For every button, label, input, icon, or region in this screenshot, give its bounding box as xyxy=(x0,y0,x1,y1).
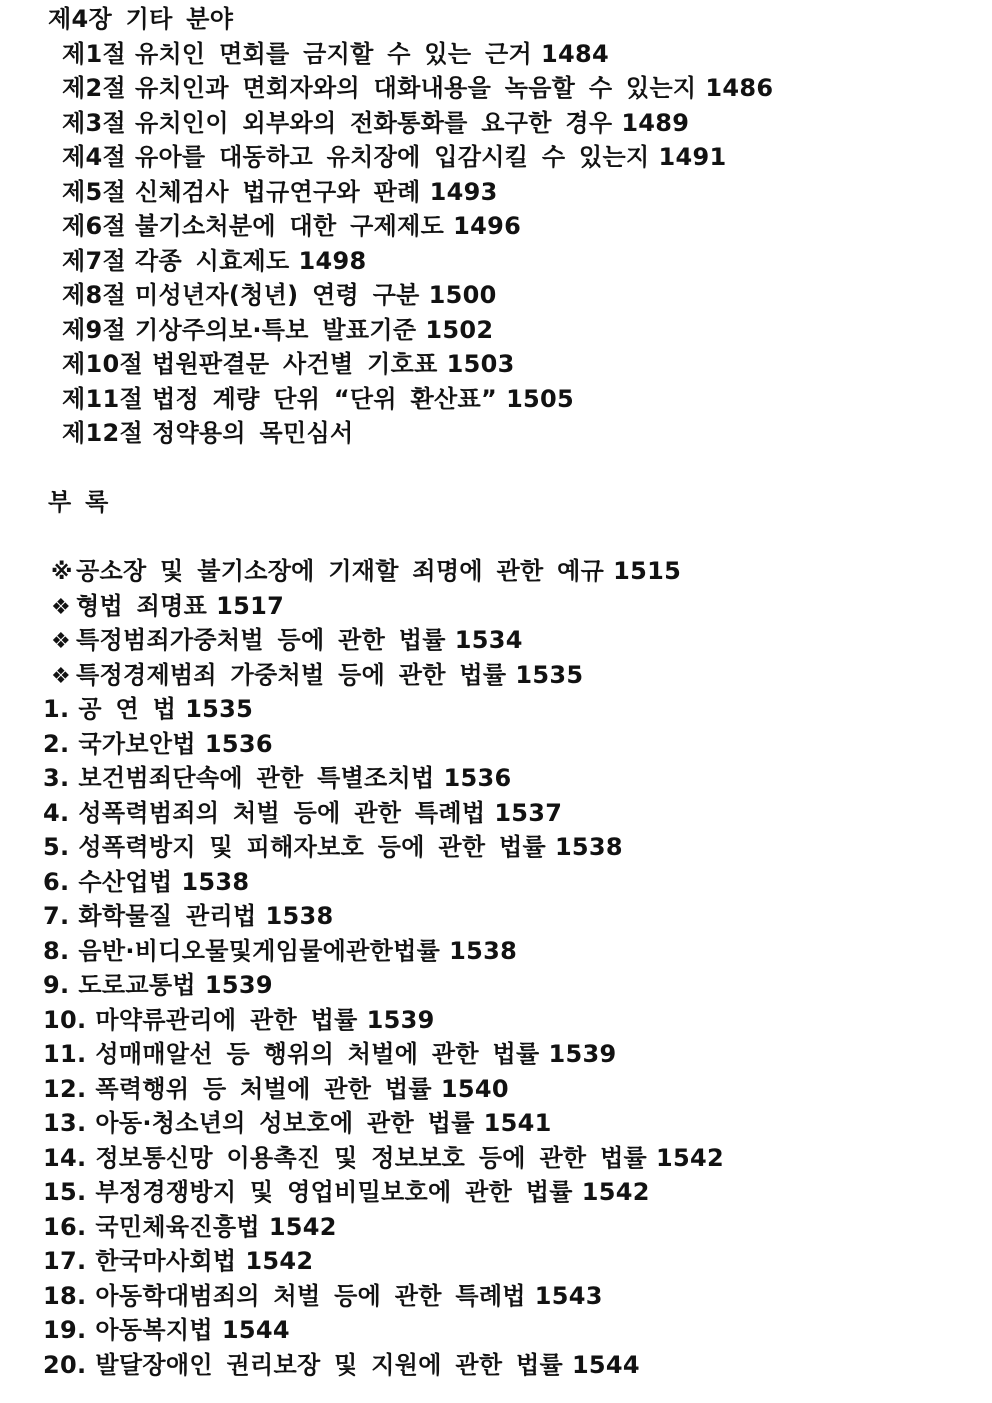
item-number: 8. xyxy=(43,936,70,965)
item-number: 20. xyxy=(43,1350,87,1379)
marked-item-page-number: 1515 xyxy=(613,557,682,585)
marked-item-text: 특정범죄가중처벌 등에 관한 법률 xyxy=(76,626,446,654)
toc-numbered-item xyxy=(0,830,992,865)
toc-section-item xyxy=(0,140,992,175)
marked-item-page-number: 1517 xyxy=(216,591,285,620)
toc-section-item xyxy=(0,106,992,141)
toc-numbered-item xyxy=(0,1244,992,1279)
marked-item-page-number: 1535 xyxy=(515,660,584,689)
toc-numbered-item xyxy=(0,1313,992,1348)
section-title-text: 신체검사 법규연구와 판례 xyxy=(134,177,421,206)
toc-numbered-item xyxy=(0,1210,992,1245)
section-title-text: 유치인과 면회자와의 대화내용을 녹음할 수 있는지 xyxy=(134,74,697,102)
numbered-item-text: 마약류관리에 관한 법률 xyxy=(95,1005,358,1034)
item-number: 9. xyxy=(43,971,70,999)
numbered-item-page-number: 1536 xyxy=(443,764,512,792)
numbered-item-page-number: 1538 xyxy=(181,867,250,896)
numbered-item-text: 수산업법 xyxy=(78,867,173,896)
item-number: 15. xyxy=(43,1178,87,1206)
numbered-item-text: 국가보안법 xyxy=(78,729,196,758)
appendix-title: 부 록 xyxy=(48,488,109,516)
toc-section-item xyxy=(0,209,992,244)
toc-marked-item xyxy=(0,658,992,693)
section-label: 제9절 xyxy=(62,315,126,344)
numbered-item-text: 한국마사회법 xyxy=(95,1247,237,1275)
section-label: 제11절 xyxy=(62,384,143,413)
toc-section-item xyxy=(0,37,992,72)
toc-section-item xyxy=(0,313,992,348)
item-number: 11. xyxy=(43,1040,87,1068)
toc-section-item xyxy=(0,175,992,210)
toc-marked-item xyxy=(0,589,992,624)
toc-numbered-item xyxy=(0,692,992,727)
item-number: 4. xyxy=(43,798,70,827)
toc-numbered-item xyxy=(0,1279,992,1314)
section-title-text: 기상주의보·특보 발표기준 xyxy=(134,315,417,344)
toc-numbered-item xyxy=(0,727,992,762)
numbered-item-page-number: 1539 xyxy=(548,1040,617,1068)
numbered-item-page-number: 1535 xyxy=(185,695,254,723)
section-label: 제7절 xyxy=(62,246,126,275)
toc-marked-item xyxy=(0,623,992,658)
toc-section-item xyxy=(0,382,992,417)
item-bullet-icon: ❖ xyxy=(51,594,72,620)
item-number: 7. xyxy=(43,902,70,930)
marked-item-text: 형법 죄명표 xyxy=(76,591,208,620)
toc-numbered-item xyxy=(0,1175,992,1210)
numbered-item-text: 아동학대범죄의 처벌 등에 관한 특례법 xyxy=(95,1281,526,1310)
section-title-text: 유아를 대동하고 유치장에 입감시킬 수 있는지 xyxy=(134,143,650,171)
chapter-section-list xyxy=(0,37,992,451)
toc-numbered-item xyxy=(0,899,992,934)
toc-marked-item xyxy=(0,554,992,589)
section-title-text: 법정 계량 단위 “단위 환산표” xyxy=(151,384,498,413)
numbered-item-page-number: 1544 xyxy=(571,1350,640,1379)
toc-numbered-item xyxy=(0,1348,992,1383)
numbered-item-page-number: 1542 xyxy=(581,1178,650,1206)
marked-item-text: 공소장 및 불기소장에 기재할 죄명에 관한 예규 xyxy=(76,557,605,585)
chapter-title: 제4장 기타 분야 xyxy=(48,5,234,33)
section-page-number: 1500 xyxy=(428,281,497,309)
numbered-item-page-number: 1542 xyxy=(245,1247,314,1275)
marked-item-text: 특정경제범죄 가중처벌 등에 관한 법률 xyxy=(76,660,507,689)
section-label: 제8절 xyxy=(62,281,126,309)
numbered-item-page-number: 1543 xyxy=(534,1281,603,1310)
item-number: 6. xyxy=(43,867,70,896)
section-label: 제6절 xyxy=(62,212,126,240)
toc-numbered-item xyxy=(0,761,992,796)
section-label: 제1절 xyxy=(62,39,126,68)
toc-section-item xyxy=(0,71,992,106)
section-label: 제5절 xyxy=(62,177,126,206)
section-page-number: 1486 xyxy=(705,74,774,102)
appendix-marked-list xyxy=(0,554,992,692)
toc-numbered-item xyxy=(0,796,992,831)
item-number: 10. xyxy=(43,1005,87,1034)
numbered-item-text: 아동·청소년의 성보호에 관한 법률 xyxy=(95,1109,475,1137)
numbered-item-page-number: 1541 xyxy=(483,1109,552,1137)
toc-section-item xyxy=(0,347,992,382)
numbered-item-text: 발달장애인 권리보장 및 지원에 관한 법률 xyxy=(95,1350,563,1379)
item-bullet-icon: ※ xyxy=(51,560,73,585)
numbered-item-text: 성매매알선 등 행위의 처벌에 관한 법률 xyxy=(95,1040,540,1068)
appendix-numbered-list xyxy=(0,692,992,1382)
section-label: 제12절 xyxy=(62,419,143,447)
numbered-item-text: 도로교통법 xyxy=(78,971,196,999)
section-title-text: 정약용의 목민심서 xyxy=(151,419,354,447)
numbered-item-text: 부정경쟁방지 및 영업비밀보호에 관한 법률 xyxy=(95,1178,573,1206)
section-page-number: 1502 xyxy=(425,315,494,344)
numbered-item-text: 폭력행위 등 처벌에 관한 법률 xyxy=(95,1074,432,1103)
toc-section-item xyxy=(0,244,992,279)
numbered-item-text: 아동복지법 xyxy=(95,1316,213,1344)
numbered-item-page-number: 1538 xyxy=(554,833,623,861)
numbered-item-page-number: 1538 xyxy=(265,902,334,930)
numbered-item-page-number: 1538 xyxy=(449,936,518,965)
numbered-item-text: 공 연 법 xyxy=(78,695,177,723)
numbered-item-text: 음반·비디오물및게임물에관한법률 xyxy=(78,936,441,965)
item-number: 5. xyxy=(43,833,70,861)
item-number: 1. xyxy=(43,695,70,723)
item-number: 2. xyxy=(43,729,70,758)
section-page-number: 1496 xyxy=(453,212,522,240)
item-number: 14. xyxy=(43,1143,87,1172)
numbered-item-page-number: 1539 xyxy=(366,1005,435,1034)
section-page-number: 1493 xyxy=(429,177,498,206)
numbered-item-text: 정보통신망 이용촉진 및 정보보호 등에 관한 법률 xyxy=(95,1143,648,1172)
item-number: 19. xyxy=(43,1316,87,1344)
toc-numbered-item xyxy=(0,1072,992,1107)
numbered-item-text: 성폭력방지 및 피해자보호 등에 관한 법률 xyxy=(78,833,546,861)
numbered-item-text: 국민체육진흥법 xyxy=(95,1212,260,1241)
toc-numbered-item xyxy=(0,1037,992,1072)
section-page-number: 1489 xyxy=(621,108,690,137)
numbered-item-page-number: 1542 xyxy=(268,1212,337,1241)
section-title-text: 불기소처분에 대한 구제제도 xyxy=(134,212,445,240)
numbered-item-page-number: 1544 xyxy=(221,1316,290,1344)
section-label: 제2절 xyxy=(62,74,126,102)
section-label: 제4절 xyxy=(62,143,126,171)
section-title-text: 미성년자(청년) 연령 구분 xyxy=(134,281,420,309)
item-bullet-icon: ❖ xyxy=(51,629,72,654)
numbered-item-page-number: 1537 xyxy=(494,798,563,827)
item-number: 17. xyxy=(43,1247,87,1275)
item-number: 12. xyxy=(43,1074,87,1103)
numbered-item-text: 보건범죄단속에 관한 특별조치법 xyxy=(78,764,435,792)
toc-numbered-item xyxy=(0,1003,992,1038)
section-title-text: 법원판결문 사건별 기호표 xyxy=(151,350,438,378)
numbered-item-text: 성폭력범죄의 처벌 등에 관한 특례법 xyxy=(78,798,486,827)
item-number: 16. xyxy=(43,1212,87,1241)
item-bullet-icon: ❖ xyxy=(51,663,72,689)
marked-item-page-number: 1534 xyxy=(454,626,523,654)
toc-numbered-item xyxy=(0,1141,992,1176)
section-title-text: 각종 시효제도 xyxy=(134,246,290,275)
section-title-text: 유치인 면회를 금지할 수 있는 근거 xyxy=(134,39,533,68)
numbered-item-page-number: 1536 xyxy=(204,729,273,758)
numbered-item-page-number: 1540 xyxy=(440,1074,509,1103)
numbered-item-page-number: 1539 xyxy=(204,971,273,999)
item-number: 18. xyxy=(43,1281,87,1310)
toc-section-item xyxy=(0,278,992,313)
item-number: 13. xyxy=(43,1109,87,1137)
toc-numbered-item xyxy=(0,865,992,900)
item-number: 3. xyxy=(43,764,70,792)
toc-numbered-item xyxy=(0,968,992,1003)
section-title-text: 유치인이 외부와의 전화통화를 요구한 경우 xyxy=(134,108,613,137)
section-page-number: 1491 xyxy=(658,143,727,171)
section-label: 제10절 xyxy=(62,350,143,378)
numbered-item-text: 화학물질 관리법 xyxy=(78,902,257,930)
section-label: 제3절 xyxy=(62,108,126,137)
section-page-number: 1503 xyxy=(446,350,515,378)
section-page-number: 1505 xyxy=(506,384,575,413)
toc-numbered-item xyxy=(0,1106,992,1141)
toc-section-item xyxy=(0,416,992,451)
section-page-number: 1498 xyxy=(298,246,367,275)
toc-numbered-item xyxy=(0,934,992,969)
section-page-number: 1484 xyxy=(541,39,610,68)
numbered-item-page-number: 1542 xyxy=(656,1143,725,1172)
